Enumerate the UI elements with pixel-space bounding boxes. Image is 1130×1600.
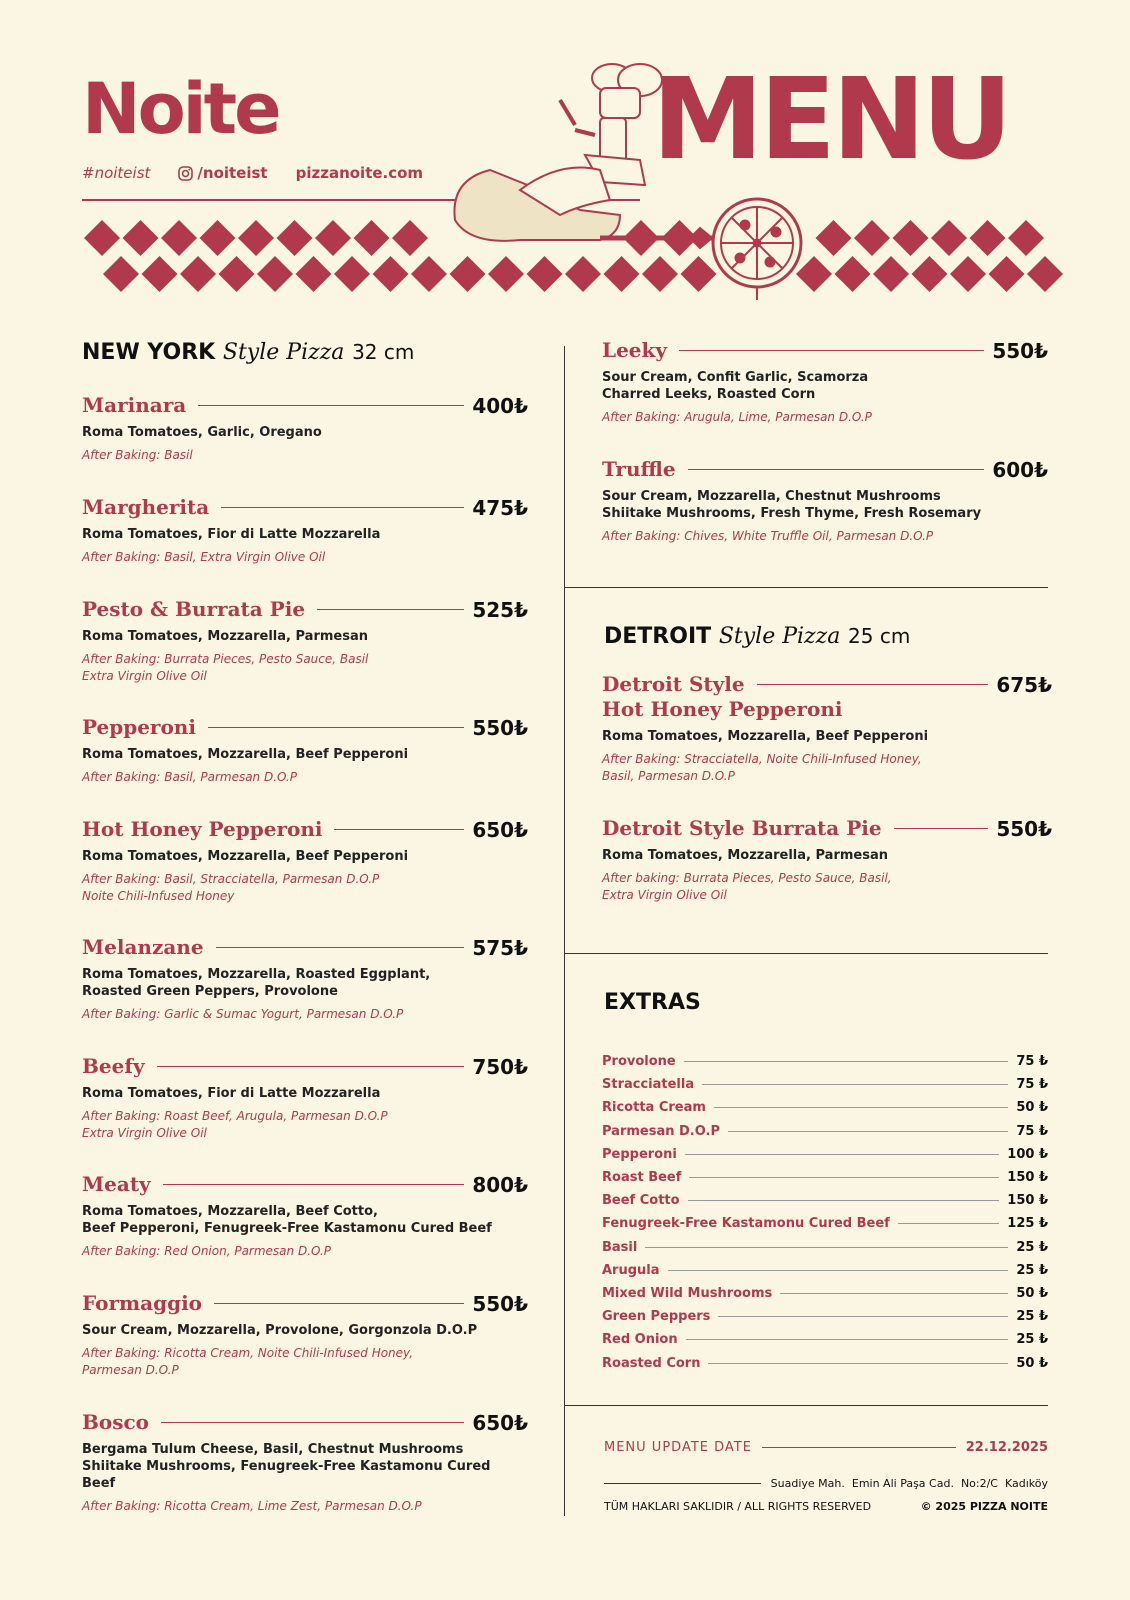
extra-item [602,1189,1048,1212]
diamond [123,220,159,256]
item-description: Roma Tomatoes, Mozzarella, Parmesan [602,848,888,863]
item-price: 525₺ [472,597,528,622]
leader-line [198,405,464,406]
item-name: Bosco [82,1410,150,1434]
item-after-baking: After Baking: Chives, White Truffle Oil, Parmesan D.O.P [602,529,934,543]
extra-item [602,1143,1048,1166]
leader-line [780,1293,1008,1294]
item-name: Melanzane [82,935,204,959]
leader-line [216,947,465,948]
menu-item [602,672,1052,785]
extra-name: Pepperoni [602,1146,677,1162]
extra-name: Ricotta Cream [602,1100,706,1116]
section-title-main: NEW YORK [82,340,216,365]
extra-item [602,1328,1048,1351]
diamond [257,256,293,292]
item-after-baking: After Baking: Arugula, Lime, Parmesan D.O.P [602,410,872,424]
leader-line [718,1316,1008,1317]
leader-line [161,1422,464,1423]
footer-line [604,1483,761,1484]
leader-line [334,829,464,830]
item-description: Roma Tomatoes, Mozzarella, Parmesan [82,629,368,644]
extra-price: 75 ₺ [1016,1123,1048,1139]
leader-line [894,828,989,829]
item-description: Sour Cream, Mozzarella, Chestnut Mushrooms Shiitake Mushrooms, Fresh Thyme, Fresh Rosemary [602,489,982,521]
leader-line [689,1177,999,1178]
diamond [180,256,216,292]
menu-item [82,1054,528,1142]
extra-name: Roast Beef [602,1170,682,1186]
extra-item [602,1166,1048,1189]
item-name: Leeky [602,338,667,362]
extra-price: 50 ₺ [1016,1355,1048,1371]
diamond [1008,220,1044,256]
leader-line [688,469,985,470]
item-price: 550₺ [472,715,528,740]
extra-price: 75 ₺ [1016,1077,1048,1093]
instagram-handle[interactable] [178,164,267,182]
extra-item [602,1120,1048,1143]
footer [604,1440,1048,1513]
diamond [527,256,563,292]
item-description: Roma Tomatoes, Mozzarella, Beef Pepperoni [82,849,409,864]
extra-name: Red Onion [602,1332,678,1348]
extra-price: 150 ₺ [1007,1193,1048,1209]
extras-list [602,1050,1048,1375]
leader-line [728,1131,1008,1132]
diamond [277,220,313,256]
brand-logo: Noite [82,68,279,150]
extra-item [602,1282,1048,1305]
item-after-baking: After Baking: Burrata Pieces, Pesto Sauce, Basil Extra Virgin Olive Oil [82,652,369,683]
item-description: Roma Tomatoes, Mozzarella, Roasted Eggplant, Roasted Green Peppers, Provolone [82,967,431,999]
item-description: Roma Tomatoes, Mozzarella, Beef Pepperoni [82,747,409,762]
menu-item [82,715,528,786]
item-price: 400₺ [472,393,528,418]
section-divider [565,1405,1048,1406]
item-name: Pesto & Burrata Pie [82,597,306,621]
diamond [296,256,332,292]
item-after-baking: After Baking: Garlic & Sumac Yogurt, Parmesan D.O.P [82,1007,404,1021]
extra-price: 50 ₺ [1016,1285,1048,1301]
diamond [854,220,890,256]
menu-item [82,1410,528,1515]
leader-line [668,1270,1009,1271]
column-divider [564,346,565,1516]
item-price: 550₺ [996,816,1052,841]
diamond [315,220,351,256]
item-price: 675₺ [996,672,1052,697]
item-description: Sour Cream, Mozzarella, Provolone, Gorgonzola D.O.P [82,1323,478,1338]
item-name: Marinara [82,393,187,417]
address: Suadiye Mah. Emin Ali Paşa Cad. No:2/C Kadıköy [770,1477,1048,1490]
diamond [873,256,909,292]
diamond [334,256,370,292]
pizza-illustration [713,199,801,300]
item-name-cont: Hot Honey Pepperoni [602,697,843,721]
extra-item [602,1351,1048,1374]
section-divider [565,953,1048,954]
leader-line [221,507,464,508]
diamond [816,220,852,256]
update-label: MENU UPDATE DATE [604,1440,752,1455]
item-price: 550₺ [992,338,1048,363]
diamond [219,256,255,292]
extra-item [602,1073,1048,1096]
menu-item [602,816,1052,904]
extra-price: 50 ₺ [1016,1100,1048,1116]
item-after-baking: After Baking: Basil, Extra Virgin Olive Oil [82,550,326,564]
item-name: Formaggio [82,1291,203,1315]
item-description: Roma Tomatoes, Fior di Latte Mozzarella [82,1086,381,1101]
item-description: Roma Tomatoes, Mozzarella, Beef Cotto, Beef Pepperoni, Fenugreek-Free Kastamonu Cured Beef [82,1204,492,1236]
extra-price: 100 ₺ [1007,1146,1048,1162]
menu-item [602,338,1048,426]
detroit-section-title [604,624,910,649]
item-description: Bergama Tulum Cheese, Basil, Chestnut Mushrooms Shiitake Mushrooms, Fenugreek-Free Kastamonu Cured Beef [82,1442,491,1491]
diamond [1027,256,1063,292]
item-name: Margherita [82,495,210,519]
leader-line [157,1066,465,1067]
diamond [565,256,601,292]
leader-line [686,1339,1009,1340]
menu-item [82,495,528,566]
extra-price: 25 ₺ [1016,1309,1048,1325]
item-name: Detroit Style [602,672,745,696]
extra-item [602,1096,1048,1119]
diamond [931,220,967,256]
menu-item [82,597,528,685]
item-after-baking: After Baking: Stracciatella, Noite Chili-Infused Honey, Basil, Parmesan D.O.P [602,752,922,783]
diamond [103,256,139,292]
item-price: 475₺ [472,495,528,520]
menu-item [602,457,1048,545]
item-after-baking: After baking: Burrata Pieces, Pesto Sauce, Basil, Extra Virgin Olive Oil [602,871,892,902]
extra-name: Green Peppers [602,1309,711,1325]
section-title-main: DETROIT [604,624,712,649]
section-size: 32 cm [352,340,415,364]
extra-name: Basil [602,1239,638,1255]
item-after-baking: After Baking: Basil, Parmesan D.O.P [82,770,298,784]
copyright-text: © 2025 PIZZA NOITE [920,1500,1048,1513]
item-name: Hot Honey Pepperoni [82,817,323,841]
item-name: Beefy [82,1054,145,1078]
diamond [950,256,986,292]
extra-name: Mixed Wild Mushrooms [602,1285,773,1301]
leader-line [317,609,464,610]
extra-price: 25 ₺ [1016,1239,1048,1255]
diamond [238,220,274,256]
extra-price: 25 ₺ [1016,1262,1048,1278]
diamond [84,220,120,256]
extra-price: 125 ₺ [1007,1216,1048,1232]
item-name: Truffle [602,457,676,481]
leader-line [685,1154,999,1155]
diamond [970,220,1006,256]
item-description: Roma Tomatoes, Fior di Latte Mozzarella [82,527,381,542]
diamond [411,256,447,292]
item-description: Roma Tomatoes, Mozzarella, Beef Pepperoni [602,729,929,744]
leader-line [163,1184,465,1185]
social-links [82,164,423,182]
section-title-style: Style Pizza [718,624,841,649]
extra-item [602,1212,1048,1235]
leader-line [208,727,464,728]
leader-line [645,1247,1008,1248]
leader-line [708,1363,1008,1364]
extra-price: 150 ₺ [1007,1170,1048,1186]
diamond [912,256,948,292]
extra-price: 25 ₺ [1016,1332,1048,1348]
item-price: 650₺ [472,817,528,842]
extra-name: Stracciatella [602,1077,695,1093]
extra-name: Beef Cotto [602,1193,680,1209]
diamond [450,256,486,292]
diamond [796,256,832,292]
extra-item [602,1050,1048,1073]
menu-item [82,817,528,905]
extra-name: Roasted Corn [602,1355,701,1371]
instagram-icon [178,166,193,181]
item-price: 550₺ [472,1291,528,1316]
diamond [989,256,1025,292]
item-description: Sour Cream, Confit Garlic, Scamorza Charred Leeks, Roasted Corn [602,370,869,402]
section-divider [565,587,1048,588]
diamond [392,220,428,256]
extra-price: 75 ₺ [1016,1054,1048,1070]
newyork-section-title [82,340,414,365]
extras-title: EXTRAS [604,990,701,1015]
diamond [604,256,640,292]
diamond [893,220,929,256]
item-after-baking: After Baking: Roast Beef, Arugula, Parmesan D.O.P Extra Virgin Olive Oil [82,1109,388,1140]
item-after-baking: After Baking: Ricotta Cream, Noite Chili-Infused Honey, Parmesan D.O.P [82,1346,414,1377]
rights-text: TÜM HAKLARI SAKLIDIR / ALL RIGHTS RESERVED [604,1500,872,1513]
update-date: 22.12.2025 [965,1440,1048,1455]
diamond [354,220,390,256]
leader-line [702,1084,1008,1085]
menu-heading: MENU [652,55,1009,185]
item-after-baking: After Baking: Ricotta Cream, Lime Zest, Parmesan D.O.P [82,1499,422,1513]
leader-line [688,1200,1000,1201]
menu-item [82,1291,528,1379]
hashtag: #noiteist [82,164,151,182]
item-after-baking: After Baking: Basil [82,448,193,462]
leader-line [214,1303,464,1304]
leader-line [679,350,984,351]
leader-line [898,1223,999,1224]
item-price: 575₺ [472,935,528,960]
menu-item [82,1172,528,1260]
extra-name: Fenugreek-Free Kastamonu Cured Beef [602,1216,890,1232]
menu-item [82,935,528,1023]
extra-item [602,1259,1048,1282]
extra-item [602,1236,1048,1259]
section-size: 25 cm [848,624,911,648]
diamond [642,256,678,292]
extra-name: Parmesan D.O.P [602,1123,720,1139]
item-description: Roma Tomatoes, Garlic, Oregano [82,425,322,440]
extra-name: Provolone [602,1054,676,1070]
item-name: Meaty [82,1172,151,1196]
item-price: 650₺ [472,1410,528,1435]
instagram-text: /noiteist [197,164,268,182]
section-title-style: Style Pizza [222,340,345,365]
leader-line [714,1107,1008,1108]
diamond [161,220,197,256]
item-price: 800₺ [472,1172,528,1197]
item-name: Detroit Style Burrata Pie [602,816,882,840]
diamond [835,256,871,292]
diamond [200,220,236,256]
diamond [373,256,409,292]
item-price: 750₺ [472,1054,528,1079]
website-link[interactable]: pizzanoite.com [295,164,424,182]
extra-item [602,1305,1048,1328]
diamond [488,256,524,292]
leader-line [757,684,989,685]
item-after-baking: After Baking: Basil, Stracciatella, Parmesan D.O.P Noite Chili-Infused Honey [82,872,380,903]
footer-line [762,1447,956,1448]
menu-item [82,393,528,464]
item-price: 600₺ [992,457,1048,482]
item-after-baking: After Baking: Red Onion, Parmesan D.O.P [82,1244,332,1258]
diamond [142,256,178,292]
item-name: Pepperoni [82,715,196,739]
extra-name: Arugula [602,1262,660,1278]
diamond [681,256,717,292]
leader-line [684,1061,1009,1062]
